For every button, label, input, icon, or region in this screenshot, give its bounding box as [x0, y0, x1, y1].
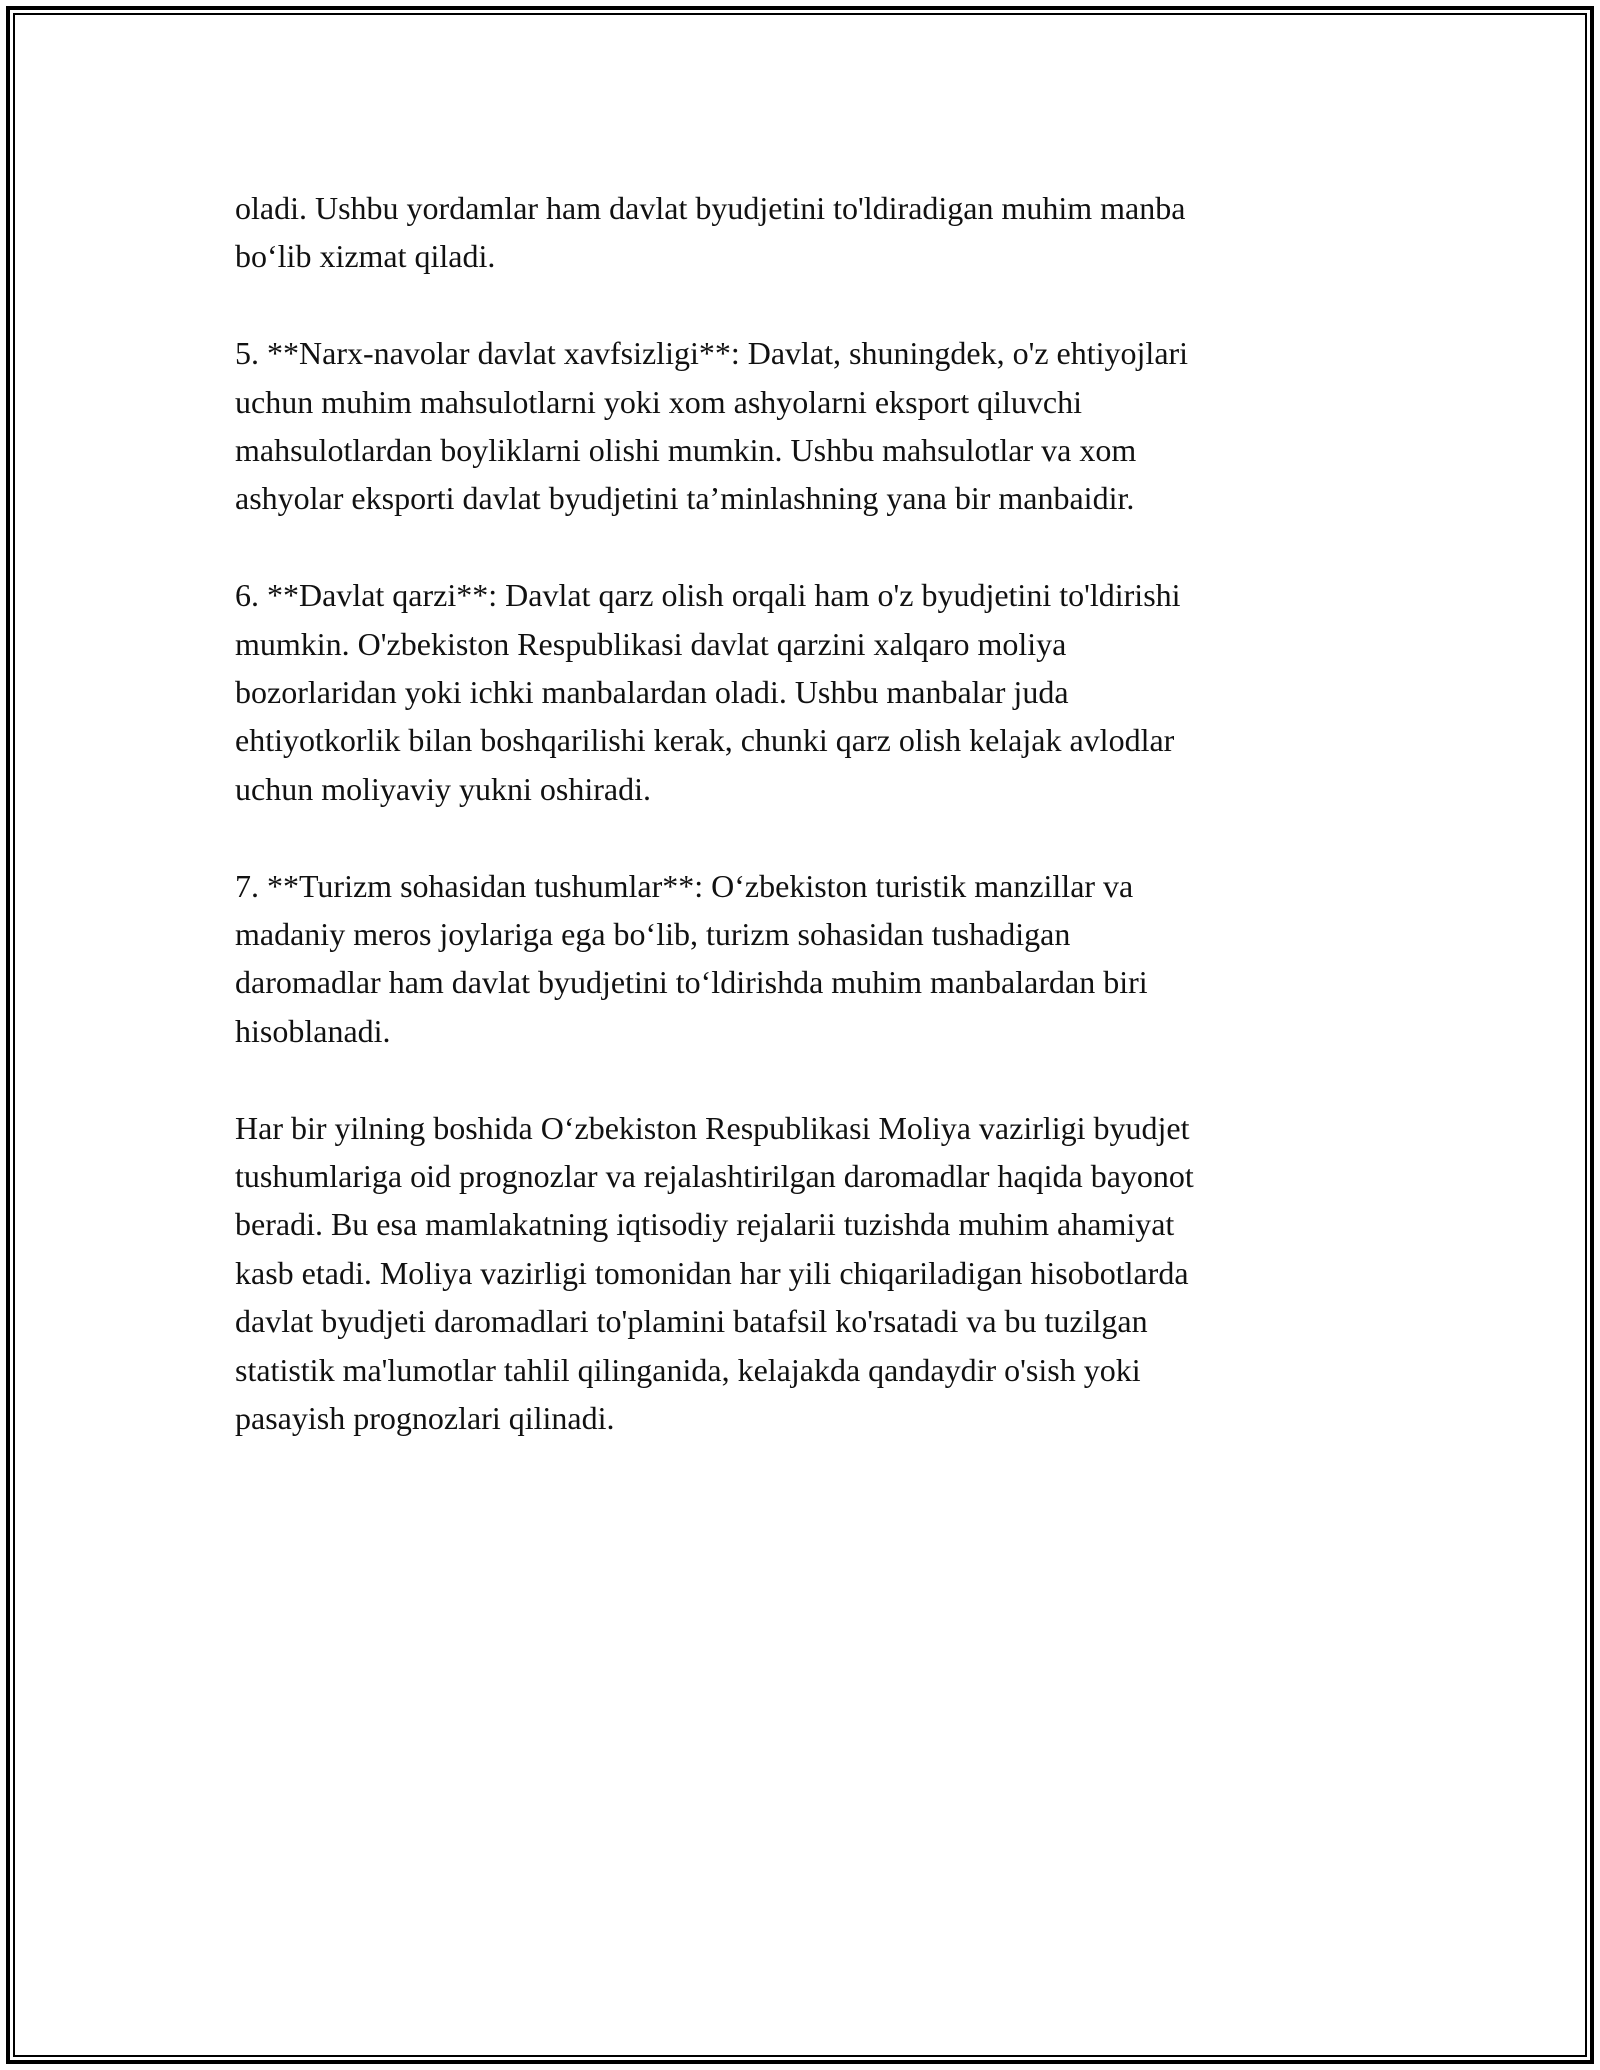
- paragraph-item-5: 5. **Narx-navolar davlat xavfsizligi**: Davlat, shuningdek, o'z ehtiyojlari uchun muhim mahsulotlarni yoki xom ashyolarni eksport qiluvchi mahsulotlardan boyliklarni olishi mumkin. Ushbu mahsulotlar va xom ashyolar eksporti davlat byudjetini ta’minlashning yana bir manbaidir.: [235, 335, 1189, 517]
- paragraph-item-6: 6. **Davlat qarzi**: Davlat qarz olish orqali ham o'z byudjetini to'ldirishi mumkin. O'zbekiston Respublikasi davlat qarzini xalqaro moliya bozorlaridan yoki ichki manbalardan oladi. Ushbu manbalar juda ehtiyotkorlik bilan boshqarilishi kerak, chunki qarz olish kelajak avlodlar uchun moliyaviy yukni oshiradi.: [235, 577, 1181, 807]
- paragraph-conclusion: Har bir yilning boshida O‘zbekiston Respublikasi Moliya vazirligi byudjet tushumlariga oid prognozlar va rejalashtirilgan daromadlar haqida bayonot beradi. Bu esa mamlakatning iqtisodiy rejalarii tuzishda muhim ahamiyat kasb etadi. Moliya vazirligi tomonidan har yili chiqariladigan hisobotlarda davlat byudjeti daromadlari to'plamini batafsil ko'rsatadi va bu tuzilgan statistik ma'lumotlar tahlil qilinganida, kelajakda qandaydir o'sish yoki pasayish prognozlari qilinadi.: [235, 1109, 1194, 1437]
- paragraph-item-7: 7. **Turizm sohasidan tushumlar**: O‘zbekiston turistik manzillar va madaniy meros joylariga ega bo‘lib, turizm sohasidan tushadigan daromadlar ham davlat byudjetini to‘ldirishda muhim manbalardan biri hisoblanadi.: [235, 867, 1148, 1049]
- paragraph-continuation: oladi. Ushbu yordamlar ham davlat byudjetini to'ldiradigan muhim manba bo‘lib xizmat qiladi.: [235, 190, 1186, 275]
- document-body: [235, 184, 1355, 1491]
